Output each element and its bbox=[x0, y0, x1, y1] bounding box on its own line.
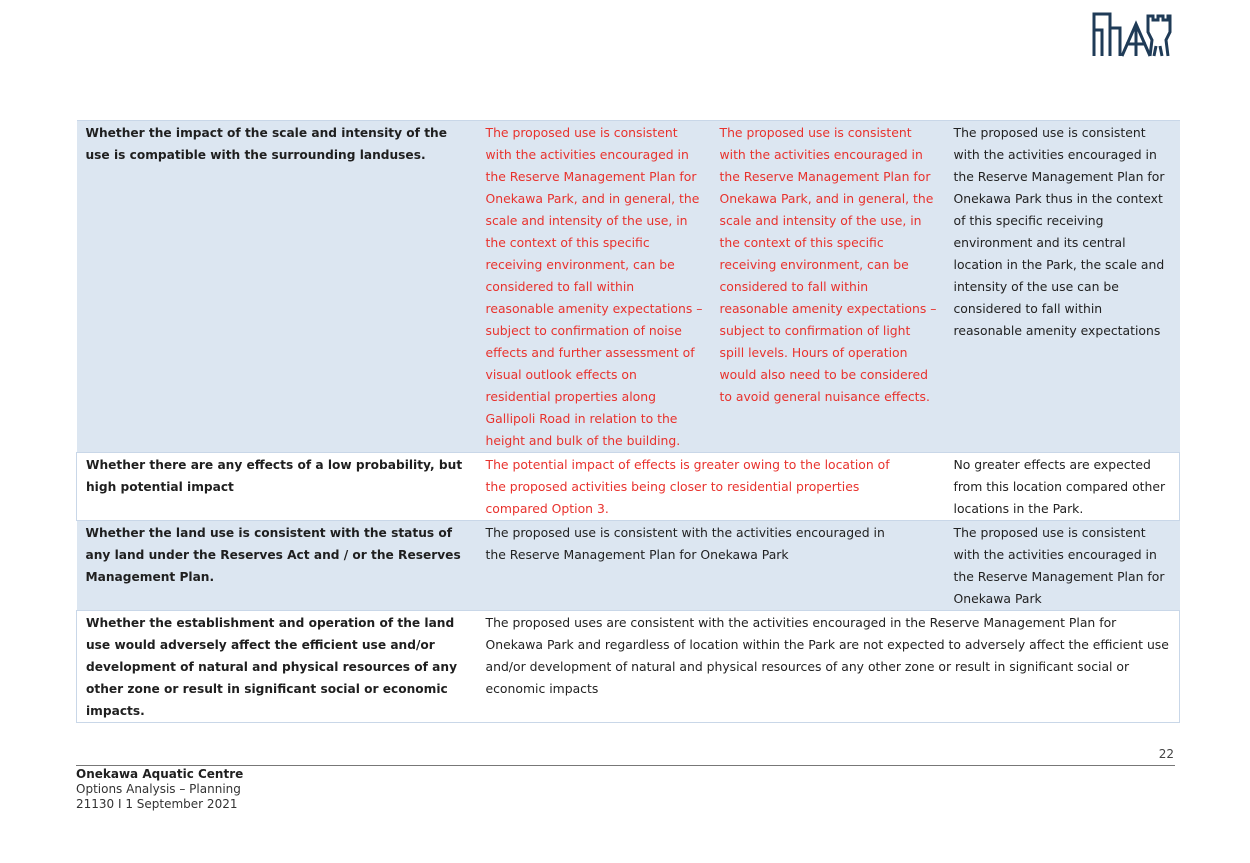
table-row bbox=[77, 121, 1180, 453]
footer-divider bbox=[76, 765, 1175, 766]
footer bbox=[76, 767, 243, 812]
option-all-cell: The proposed uses are consistent with the activities encouraged in the Reserve Management Plan for Onekawa Park and regardless of location within the Park are not expected to adversely affect the efficient use and/or development of natural and physical resources of any other zone or result in significant social or economic impacts bbox=[477, 611, 1180, 723]
footer-subtitle: Options Analysis – Planning bbox=[76, 782, 241, 796]
table-row bbox=[77, 611, 1180, 723]
option-b-cell: The proposed use is consistent with the activities encouraged in the Reserve Management Plan for Onekawa Park, and in general, the scale and intensity of the use, in the context of this specific receiving environment, can be considered to fall within reasonable amenity expectations – subject to confirmation of light spill levels. Hours of operation would also need to be considered to avoid general nuisance effects. bbox=[711, 121, 945, 453]
footer-reference: 21130 I 1 September 2021 bbox=[76, 797, 238, 811]
criterion-cell: Whether there are any effects of a low probability, but high potential impact bbox=[77, 453, 477, 521]
criterion-cell: Whether the establishment and operation of the land use would adversely affect the efficient use and/or development of natural and physical resources of any other zone or result in significant social or economic impacts. bbox=[77, 611, 477, 723]
table-row bbox=[77, 521, 1180, 611]
table-row bbox=[77, 453, 1180, 521]
option-a-cell: The proposed use is consistent with the activities encouraged in the Reserve Management Plan for Onekawa Park, and in general, the scale and intensity of the use, in the context of this specific receiving environment, can be considered to fall within reasonable amenity expectations – subject to confirmation of noise effects and further assessment of visual outlook effects on residential properties along Gallipoli Road in relation to the height and bulk of the building. bbox=[477, 121, 711, 453]
option-c-cell: The proposed use is consistent with the activities encouraged in the Reserve Management Plan for Onekawa Park bbox=[945, 521, 1180, 611]
company-logo bbox=[1090, 10, 1172, 58]
option-ab-cell: The proposed use is consistent with the activities encouraged in the Reserve Management Plan for Onekawa Park bbox=[477, 521, 945, 611]
page-number: 22 bbox=[1158, 747, 1174, 761]
option-c-cell: The proposed use is consistent with the activities encouraged in the Reserve Management Plan for Onekawa Park thus in the context of this specific receiving environment and its central location in the Park, the scale and intensity of the use can be considered to fall within reasonable amenity expectations bbox=[945, 121, 1180, 453]
option-c-cell: No greater effects are expected from this location compared other locations in the Park. bbox=[945, 453, 1180, 521]
city-tree-tower-logo-icon bbox=[1090, 10, 1172, 58]
criterion-cell: Whether the land use is consistent with the status of any land under the Reserves Act and / or the Reserves Management Plan. bbox=[77, 521, 477, 611]
criterion-cell: Whether the impact of the scale and intensity of the use is compatible with the surrounding landuses. bbox=[77, 121, 477, 453]
option-ab-cell: The potential impact of effects is greater owing to the location of the proposed activities being closer to residential properties compared Option 3. bbox=[477, 453, 945, 521]
options-assessment-table bbox=[76, 120, 1180, 723]
footer-title: Onekawa Aquatic Centre bbox=[76, 767, 244, 781]
